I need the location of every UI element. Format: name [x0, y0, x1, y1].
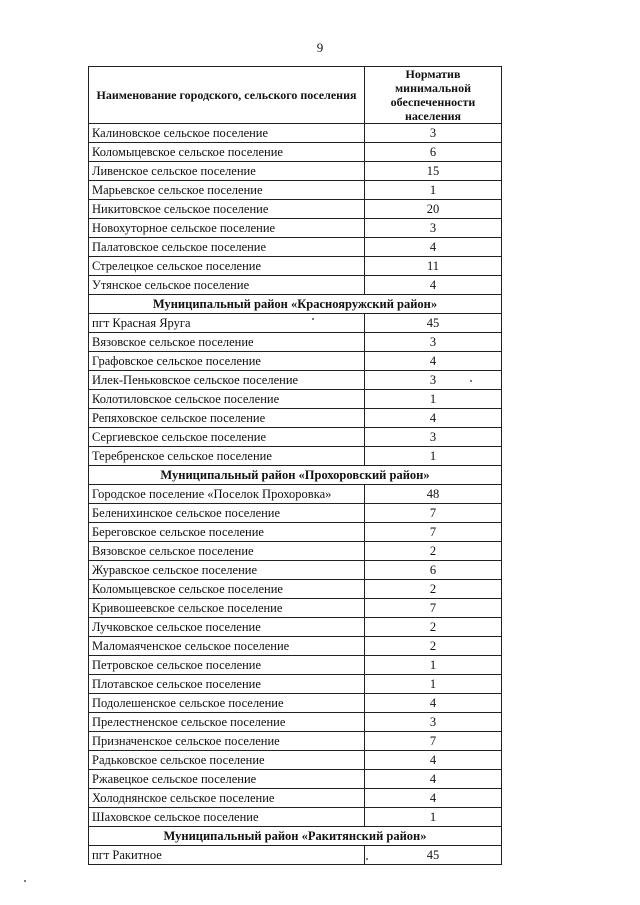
settlement-name: Коломыцевское сельское поселение — [89, 143, 365, 162]
table-row — [89, 485, 502, 504]
settlement-name: Ржавецкое сельское поселение — [89, 770, 365, 789]
norm-value: 3 — [365, 219, 502, 238]
settlement-name: Новохуторное сельское поселение — [89, 219, 365, 238]
table-row — [89, 561, 502, 580]
norm-value: 6 — [365, 561, 502, 580]
section-heading-row — [89, 827, 502, 846]
norm-value: 11 — [365, 257, 502, 276]
table-row — [89, 789, 502, 808]
table-row — [89, 618, 502, 637]
settlement-name: Прелестненское сельское поселение — [89, 713, 365, 732]
table-row — [89, 390, 502, 409]
table-row — [89, 637, 502, 656]
norm-value: 3 — [365, 713, 502, 732]
norm-value: 2 — [365, 618, 502, 637]
scan-speck — [470, 380, 472, 382]
section-heading: Муниципальный район «Краснояружский район» — [89, 295, 502, 314]
norm-value: 4 — [365, 789, 502, 808]
table-row — [89, 542, 502, 561]
settlement-name: Лучковское сельское поселение — [89, 618, 365, 637]
table-row — [89, 770, 502, 789]
settlement-name: Вязовское сельское поселение — [89, 542, 365, 561]
norm-value: 1 — [365, 181, 502, 200]
settlement-name: Никитовское сельское поселение — [89, 200, 365, 219]
table-header-row — [89, 67, 502, 124]
settlement-name: Холоднянское сельское поселение — [89, 789, 365, 808]
norm-value: 2 — [365, 542, 502, 561]
norm-value: 1 — [365, 447, 502, 466]
table-row — [89, 143, 502, 162]
scan-speck — [312, 318, 314, 320]
section-heading-row — [89, 295, 502, 314]
table-row — [89, 181, 502, 200]
settlement-name: Вязовское сельское поселение — [89, 333, 365, 352]
table-row — [89, 124, 502, 143]
table-row — [89, 200, 502, 219]
settlement-name: Калиновское сельское поселение — [89, 124, 365, 143]
norm-value: 20 — [365, 200, 502, 219]
table-row — [89, 732, 502, 751]
norm-value: 4 — [365, 238, 502, 257]
norm-value: 4 — [365, 352, 502, 371]
norm-value: 7 — [365, 599, 502, 618]
norm-value: 3 — [365, 333, 502, 352]
settlement-name: Кривошеевское сельское поселение — [89, 599, 365, 618]
table-row — [89, 276, 502, 295]
settlement-name: Утянское сельское поселение — [89, 276, 365, 295]
norm-value: 45 — [365, 314, 502, 333]
settlement-name: Береговское сельское поселение — [89, 523, 365, 542]
table-row — [89, 675, 502, 694]
norm-value: 1 — [365, 808, 502, 827]
table-row — [89, 371, 502, 390]
table-row — [89, 409, 502, 428]
section-heading: Муниципальный район «Прохоровский район» — [89, 466, 502, 485]
norms-table — [88, 66, 502, 865]
section-heading-row — [89, 466, 502, 485]
norm-value: 1 — [365, 390, 502, 409]
settlement-name: Журавское сельское поселение — [89, 561, 365, 580]
norm-value: 3 — [365, 428, 502, 447]
norm-value: 15 — [365, 162, 502, 181]
settlement-name: Призначенское сельское поселение — [89, 732, 365, 751]
norm-value: 4 — [365, 751, 502, 770]
settlement-name: пгт Ракитное — [89, 846, 365, 865]
settlement-name: Шаховское сельское поселение — [89, 808, 365, 827]
norm-value: 6 — [365, 143, 502, 162]
scan-speck — [24, 880, 26, 882]
table-row — [89, 257, 502, 276]
section-heading: Муниципальный район «Ракитянский район» — [89, 827, 502, 846]
settlement-name: Беленихинское сельское поселение — [89, 504, 365, 523]
norm-value: 1 — [365, 656, 502, 675]
norm-value: 2 — [365, 580, 502, 599]
settlement-name: Маломаяченское сельское поселение — [89, 637, 365, 656]
table-row — [89, 428, 502, 447]
table-row — [89, 238, 502, 257]
settlement-name: Петровское сельское поселение — [89, 656, 365, 675]
norm-value: 45 — [365, 846, 502, 865]
settlement-name: Теребренское сельское поселение — [89, 447, 365, 466]
settlement-name: Стрелецкое сельское поселение — [89, 257, 365, 276]
table-row — [89, 314, 502, 333]
settlement-name: Городское поселение «Поселок Прохоровка» — [89, 485, 365, 504]
table-row — [89, 751, 502, 770]
norm-value: 1 — [365, 675, 502, 694]
norm-value: 2 — [365, 637, 502, 656]
table-row — [89, 333, 502, 352]
header-norm-value: Норматив минимальной обеспеченности населения — [365, 67, 502, 124]
norm-value: 48 — [365, 485, 502, 504]
table-row — [89, 808, 502, 827]
header-settlement-name: Наименование городского, сельского поселения — [89, 67, 365, 124]
page-number: 9 — [316, 40, 324, 55]
settlement-name: Плотавское сельское поселение — [89, 675, 365, 694]
norm-value: 4 — [365, 276, 502, 295]
table-row — [89, 713, 502, 732]
settlement-name: Сергиевское сельское поселение — [89, 428, 365, 447]
norm-value: 7 — [365, 732, 502, 751]
settlement-name: пгт Красная Яруга — [89, 314, 365, 333]
norm-value: 3 — [365, 371, 502, 390]
settlement-name: Коломыцевское сельское поселение — [89, 580, 365, 599]
norm-value: 7 — [365, 504, 502, 523]
norm-value: 4 — [365, 409, 502, 428]
norm-value: 3 — [365, 124, 502, 143]
table-row — [89, 352, 502, 371]
settlement-name: Колотиловское сельское поселение — [89, 390, 365, 409]
table-row — [89, 846, 502, 865]
settlement-name: Марьевское сельское поселение — [89, 181, 365, 200]
table-row — [89, 219, 502, 238]
table-row — [89, 504, 502, 523]
settlement-name: Репяховское сельское поселение — [89, 409, 365, 428]
scan-speck — [366, 858, 368, 860]
norm-value: 4 — [365, 694, 502, 713]
settlement-name: Подолешенское сельское поселение — [89, 694, 365, 713]
table-body — [89, 124, 502, 865]
table-row — [89, 447, 502, 466]
table-row — [89, 599, 502, 618]
settlement-name: Ливенское сельское поселение — [89, 162, 365, 181]
norm-value: 4 — [365, 770, 502, 789]
settlement-name: Графовское сельское поселение — [89, 352, 365, 371]
settlement-name: Илек-Пеньковское сельское поселение — [89, 371, 365, 390]
table-row — [89, 523, 502, 542]
table-row — [89, 162, 502, 181]
table-row — [89, 694, 502, 713]
table-row — [89, 656, 502, 675]
settlement-name: Палатовское сельское поселение — [89, 238, 365, 257]
settlement-name: Радьковское сельское поселение — [89, 751, 365, 770]
table-row — [89, 580, 502, 599]
norm-value: 7 — [365, 523, 502, 542]
